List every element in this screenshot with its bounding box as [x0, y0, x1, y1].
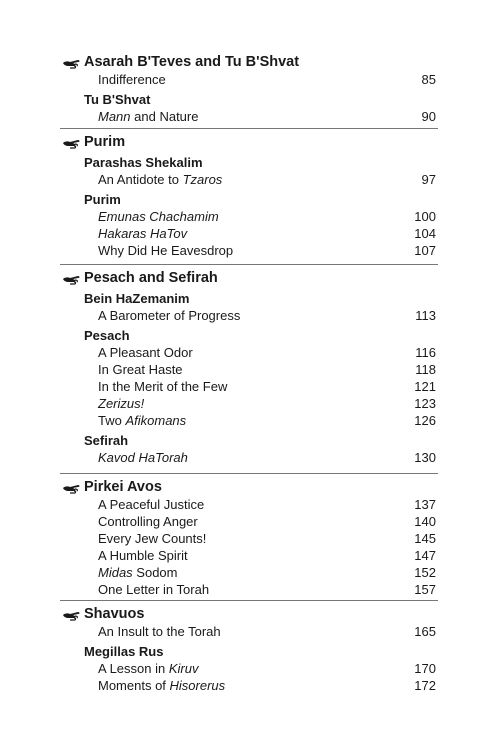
- hand-pointer-icon: [62, 607, 82, 621]
- section-divider: [60, 473, 438, 474]
- section-title: Pesach and Sefirah: [84, 270, 218, 286]
- toc-entry-text: Midas: [98, 565, 133, 580]
- toc-entry-text: An Insult to the Torah: [98, 624, 221, 639]
- toc-entry-page: 172: [414, 678, 436, 693]
- toc-entry-page: 113: [415, 308, 436, 323]
- toc-entry-text: Kavod HaTorah: [98, 450, 188, 465]
- toc-entry-title: [98, 514, 198, 529]
- toc-entry-title: [98, 497, 204, 512]
- section-divider: [60, 600, 438, 601]
- toc-entry-page: 104: [414, 226, 436, 241]
- subsection-heading: Purim: [84, 192, 121, 207]
- toc-entry-page: 85: [421, 72, 436, 87]
- toc-entry-title: [98, 226, 187, 241]
- toc-entry-title: [98, 531, 206, 546]
- hand-pointer-icon: [62, 271, 82, 285]
- toc-entry-page: 130: [414, 450, 436, 465]
- toc-entry-page: 123: [414, 396, 436, 411]
- toc-entry-text: Mann: [98, 109, 131, 124]
- toc-entry-text: Moments of: [98, 678, 170, 693]
- toc-entry-text: In Great Haste: [98, 362, 183, 377]
- toc-entry-page: 97: [421, 172, 436, 187]
- subsection-heading: Tu B'Shvat: [84, 92, 151, 107]
- hand-pointer-icon: [62, 55, 82, 69]
- toc-entry-text: A Lesson in: [98, 661, 169, 676]
- toc-entry-text: Why Did He Eavesdrop: [98, 243, 234, 258]
- toc-entry-page: 157: [414, 582, 436, 597]
- section-title: Purim: [84, 134, 126, 150]
- toc-entry-text: An Antidote to: [98, 172, 183, 187]
- toc-entry-text: Zerizus!: [98, 396, 145, 411]
- section-divider: [60, 264, 438, 265]
- toc-entry-page: 90: [421, 109, 436, 124]
- toc-entry-text: A Barometer of Progress: [98, 308, 241, 323]
- toc-entry-page: 121: [414, 379, 436, 394]
- toc-entry-text: A Pleasant Odor: [98, 345, 193, 360]
- toc-entry-text: Afikomans: [125, 413, 187, 428]
- toc-entry-title: [98, 582, 209, 597]
- subsection-heading: Megillas Rus: [84, 644, 164, 659]
- toc-entry-title: [98, 345, 193, 360]
- toc-entry-title: [98, 209, 219, 224]
- toc-entry-text: In the Merit of the Few: [98, 379, 228, 394]
- toc-entry-title: [98, 362, 183, 377]
- toc-entry-text: Emunas Chachamim: [98, 209, 219, 224]
- toc-entry-page: 145: [414, 531, 436, 546]
- subsection-heading: Sefirah: [84, 433, 129, 448]
- toc-entry-page: 118: [415, 362, 436, 377]
- toc-entry-text: Tzaros: [182, 172, 223, 187]
- section-title: Pirkei Avos: [84, 479, 162, 495]
- toc-entry-page: 152: [414, 565, 436, 580]
- hand-pointer-icon: [62, 480, 82, 494]
- subsection-heading: Parashas Shekalim: [84, 155, 203, 170]
- toc-entry-text: Two: [98, 413, 126, 428]
- section-divider: [60, 128, 438, 129]
- toc-entry-text: A Peaceful Justice: [98, 497, 205, 512]
- section-title: Shavuos: [84, 606, 145, 622]
- toc-entry-page: 116: [415, 345, 436, 360]
- toc-entry-title: [98, 450, 188, 465]
- subsection-heading: Bein HaZemanim: [84, 291, 190, 306]
- toc-entry-page: 170: [414, 661, 436, 676]
- toc-entry-text: A Humble Spirit: [98, 548, 188, 563]
- hand-pointer-icon: [62, 135, 82, 149]
- toc-entry-text: Sodom: [132, 565, 178, 580]
- toc-entry-text: and Nature: [130, 109, 199, 124]
- toc-entry-text: Hakaras HaTov: [98, 226, 188, 241]
- toc-entry-page: 107: [414, 243, 436, 258]
- toc-entry-title: [98, 172, 222, 187]
- subsection-heading: Pesach: [84, 328, 130, 343]
- toc-entry-page: 147: [414, 548, 436, 563]
- toc-entry-title: [98, 72, 166, 87]
- toc-entry-title: [98, 565, 178, 580]
- toc-entry-title: [98, 109, 198, 124]
- toc-entry-text: Hisorerus: [169, 678, 226, 693]
- toc-entry-page: 100: [414, 209, 436, 224]
- toc-entry-title: [98, 396, 144, 411]
- toc-entry-text: Indifference: [98, 72, 166, 87]
- toc-entry-title: [98, 661, 198, 676]
- toc-entry-page: 126: [414, 413, 436, 428]
- toc-entry-text: Kiruv: [168, 661, 199, 676]
- toc-entry-title: [98, 548, 188, 563]
- toc-entry-text: One Letter in Torah: [98, 582, 210, 597]
- toc-entry-title: [98, 413, 186, 428]
- toc-entry-title: [98, 243, 233, 258]
- toc-entry-title: [98, 308, 240, 323]
- toc-entry-title: [98, 379, 227, 394]
- toc-entry-title: [98, 624, 221, 639]
- toc-entry-title: [98, 678, 225, 693]
- toc-entry-text: Every Jew Counts!: [98, 531, 207, 546]
- toc-entry-page: 165: [414, 624, 436, 639]
- toc-entry-page: 140: [414, 514, 436, 529]
- toc-entry-text: Controlling Anger: [98, 514, 198, 529]
- section-title: Asarah B'Teves and Tu B'Shvat: [84, 54, 300, 70]
- toc-entry-page: 137: [414, 497, 436, 512]
